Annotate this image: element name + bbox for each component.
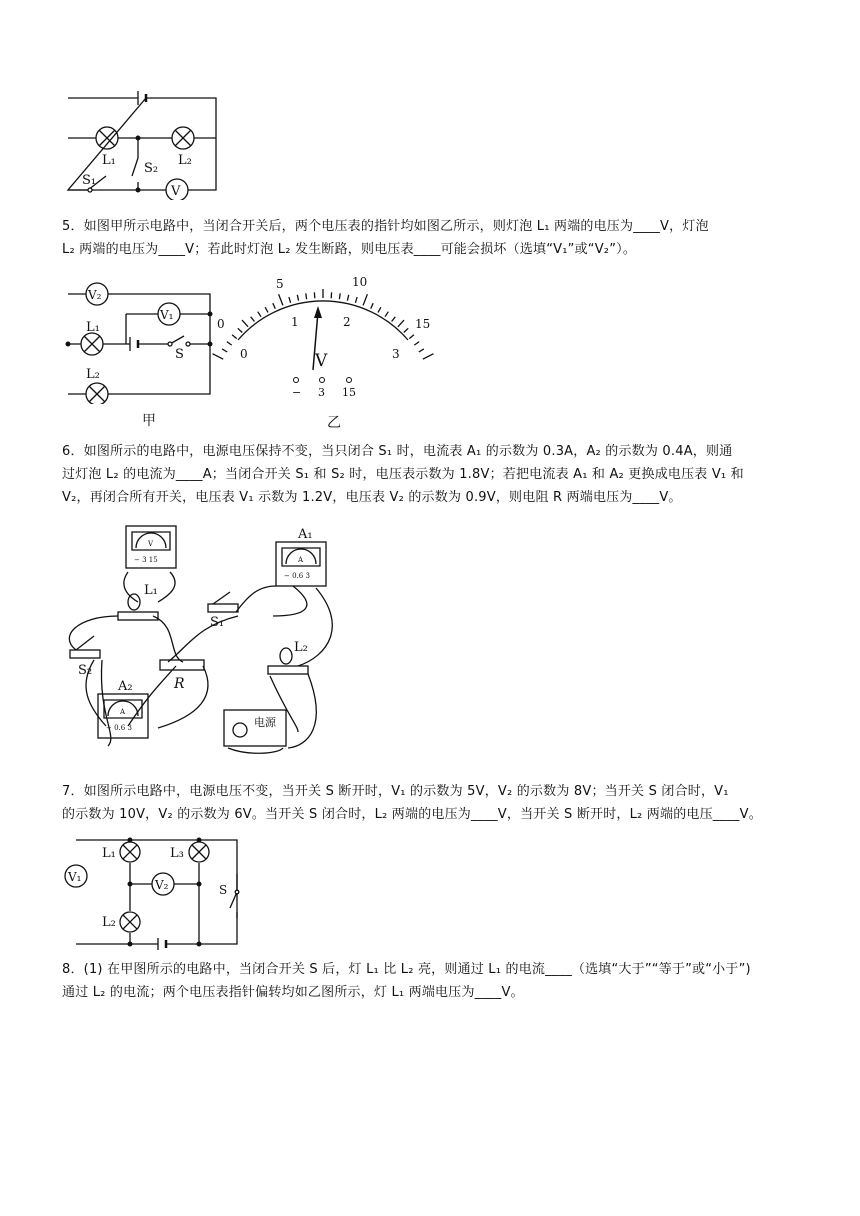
dial-tick [339, 293, 340, 299]
dial-top-10: 10 [352, 275, 368, 289]
question-5 [62, 215, 802, 261]
q6-a2-label: A₂ [118, 679, 133, 694]
dial-tick [414, 342, 419, 346]
dial-tick [258, 312, 261, 317]
q7-s-label: S [219, 883, 228, 897]
q6-a2-range: − 0.6 3 [106, 724, 132, 732]
question-6-line-1: 6．如图所示的电路中，电源电压保持不变，当只闭合 S₁ 时，电流表 A₁ 的示数为 0.3A，A₂ 的示数为 0.4A，则通 [62, 444, 733, 459]
dial-tick [378, 307, 381, 312]
question-7-line-2: 的示数为 10V，V₂ 的示数为 6V。当开关 S 闭合时，L₂ 两端的电压为____V，当开关 S 断开时，L₂ 两端的电压____V。 [62, 807, 762, 822]
dial-tick [289, 297, 291, 303]
dial-tick [404, 328, 408, 332]
q6-s2-label: S₂ [78, 663, 93, 678]
q6-voltmeter-unit: V [148, 540, 154, 548]
dial-tick [363, 294, 367, 305]
dial-tick [306, 293, 307, 299]
q7-v2-label: V₂ [155, 878, 169, 892]
question-8-line-1: 8．(1) 在甲图所示的电路中，当闭合开关 S 后，灯 L₁ 比 L₂ 亮，则通过 L₁ 的电流____（选填“大于”“等于”或“小于”) [62, 962, 751, 977]
q5-caption-right: 乙 [327, 415, 341, 431]
dial-tick [222, 349, 227, 352]
q6-l1-label: L₁ [144, 583, 158, 598]
q4-s1-label: S₁ [82, 173, 97, 188]
q6-a1-unit: A [298, 556, 304, 564]
dial-tick [392, 317, 396, 322]
q7-l3-label: L₃ [170, 846, 184, 861]
q6-physical-circuit [58, 516, 348, 756]
dial-tick [251, 317, 255, 322]
q6-a1-range: − 0.6 3 [284, 572, 310, 580]
dial-tick [242, 320, 248, 327]
q4-s2-label: S₂ [144, 161, 159, 176]
q4-l2-label: L₂ [178, 153, 192, 168]
dial-tick [273, 303, 276, 309]
q7-circuit-figure [62, 832, 242, 954]
q5-v2-label: V₂ [88, 288, 102, 302]
q5-l2-label: L₂ [86, 367, 100, 382]
dial-tick [398, 320, 404, 327]
question-6-line-2: 过灯泡 L₂ 的电流为____A；当闭合开关 S₁ 和 S₂ 时，电压表示数为 1.8V；若把电流表 A₁ 和 A₂ 更换成电压表 V₁ 和 [62, 467, 744, 482]
dial-terminal-3: 3 [318, 386, 325, 399]
q5-v1-label: V₁ [160, 308, 174, 322]
dial-tick [227, 342, 232, 346]
q7-l2-label: L₂ [102, 915, 116, 930]
q5-voltmeter-dial [212, 270, 437, 402]
dial-tick [279, 294, 283, 305]
dial-top-5: 5 [276, 277, 284, 291]
dial-terminal-neg: − [292, 386, 302, 399]
dial-tick [265, 307, 268, 312]
dial-tick [419, 349, 424, 352]
q6-l2-label: L₂ [294, 640, 308, 655]
question-7 [62, 780, 802, 826]
question-6-line-3: V₂，再闭合所有开关，电压表 V₁ 示数为 1.2V，电压表 V₂ 的示数为 0.9V，则电阻 R 两端电压为____V。 [62, 490, 682, 505]
q5-caption-left: 甲 [142, 413, 156, 429]
question-5-line-1: 5．如图甲所示电路中，当闭合开关后，两个电压表的指针均如图乙所示，则灯泡 L₁ 两端的电压为____V，灯泡 [62, 219, 709, 234]
dial-tick [409, 335, 414, 339]
dial-bottom-1: 1 [291, 315, 299, 329]
q5-l1-label: L₁ [86, 320, 100, 335]
dial-tick [297, 295, 298, 301]
dial-terminal-15: 15 [342, 386, 356, 399]
dial-bottom-3: 3 [392, 347, 400, 361]
q4-v-label: V [171, 184, 181, 199]
q6-a2-unit: A [120, 708, 126, 716]
q4-circuit-figure [60, 88, 230, 200]
dial-top-15: 15 [415, 317, 431, 331]
q7-v1-label: V₁ [68, 870, 82, 884]
question-7-line-1: 7．如图所示电路中，电源电压不变，当开关 S 断开时，V₁ 的示数为 5V，V₂ 的示数为 8V；当开关 S 闭合时，V₁ [62, 784, 729, 799]
q6-s1-label: S₁ [210, 615, 225, 630]
dial-unit: V [315, 351, 328, 371]
dial-tick [355, 297, 357, 303]
dial-bottom-0: 0 [240, 347, 248, 361]
dial-tick [385, 312, 388, 317]
dial-tick [238, 328, 242, 332]
dial-bottom-2: 2 [343, 315, 351, 329]
question-6 [62, 440, 802, 509]
question-5-line-2: L₂ 两端的电压为____V；若此时灯泡 L₂ 发生断路，则电压表____可能会损坏（选填“V₁”或“V₂”）。 [62, 242, 637, 257]
dial-tick [347, 295, 348, 301]
q5-circuit-figure [60, 276, 220, 404]
q6-voltmeter-range: − 3 15 [134, 556, 158, 564]
question-8 [62, 958, 802, 1004]
dial-tick [371, 303, 374, 309]
q4-l1-label: L₁ [102, 153, 116, 168]
question-8-line-2: 通过 L₂ 的电流；两个电压表指针偏转均如乙图所示，灯 L₁ 两端电压为____V。 [62, 985, 524, 1000]
dial-top-0: 0 [217, 317, 225, 331]
q5-s-label: S [175, 347, 184, 362]
q6-r-label: R [174, 676, 185, 692]
dial-tick [213, 354, 224, 360]
dial-tick [232, 335, 237, 339]
q7-l1-label: L₁ [102, 846, 116, 861]
dial-tick [423, 354, 434, 360]
q6-power-label: 电源 [254, 716, 276, 729]
q6-a1-label: A₁ [298, 527, 313, 542]
